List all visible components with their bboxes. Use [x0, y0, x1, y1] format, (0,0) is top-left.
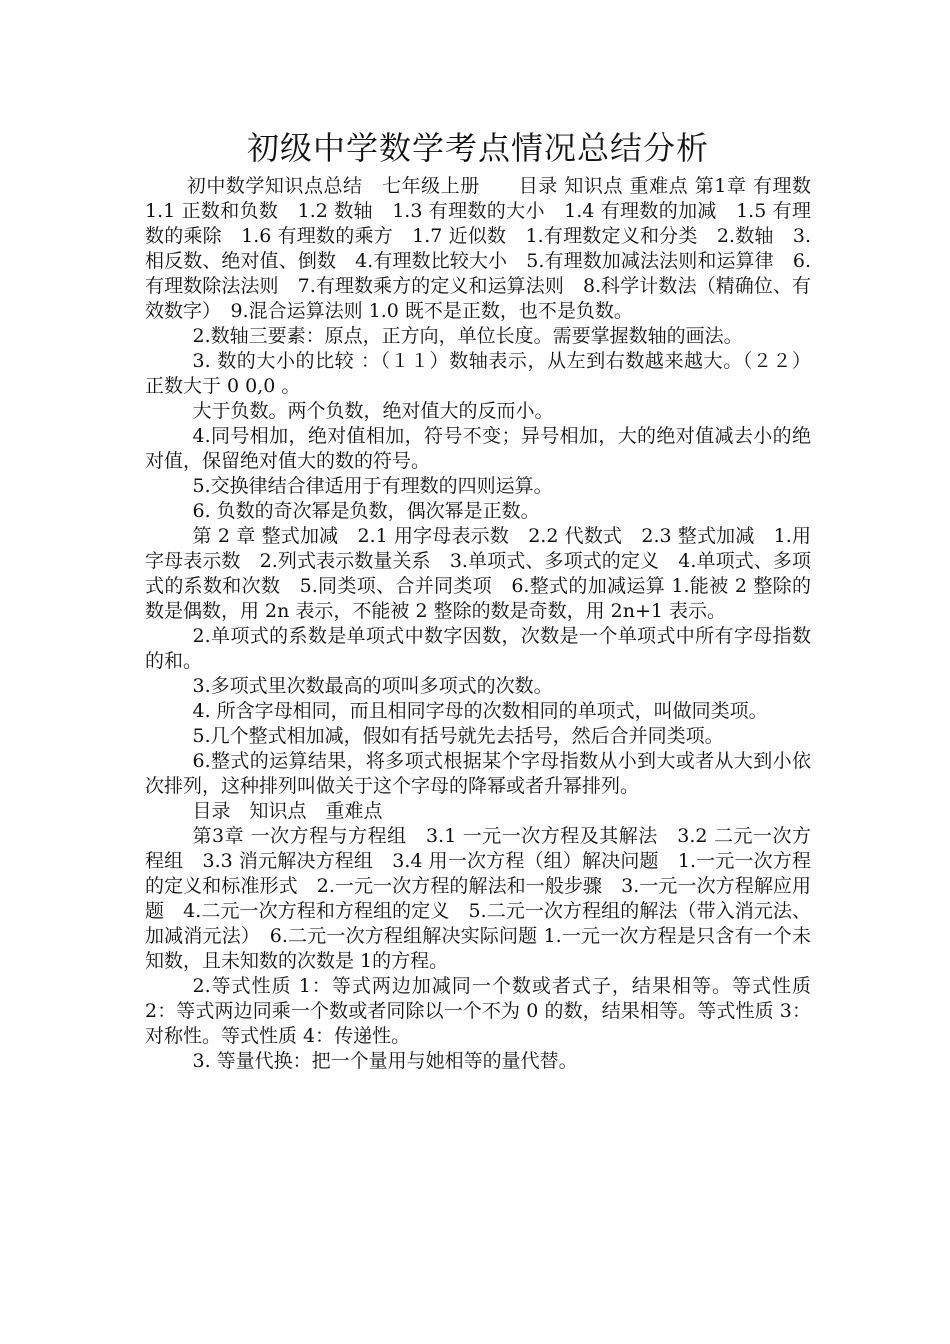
paragraph: 3. 等量代换：把一个量用与她相等的量代替。 — [192, 1050, 578, 1072]
paragraph: 目录 知识点 重难点 — [192, 800, 383, 822]
paragraph: 6.整式的运算结果，将多项式根据某个字母指数从小到大或者从大到小依次排列，这种排列叫做关于这个字母的降幂或者升幂排列。 — [145, 750, 811, 797]
paragraph: 2.单项式的系数是单项式中数字因数，次数是一个单项式中所有字母指数的和。 — [145, 625, 811, 672]
paragraph: 6. 负数的奇次幂是负数，偶次幂是正数。 — [192, 500, 540, 522]
paragraph: 大于负数。两个负数，绝对值大的反而小。 — [192, 400, 554, 422]
document-title: 初级中学数学考点情况总结分析 — [246, 129, 709, 167]
paragraph: 3. 数的大小的比较 ：（１１）数轴表示，从左到右数越来越大。（２２）正数大于 0 0,0 。 — [145, 350, 811, 397]
paragraph: 5.几个整式相加减，假如有括号就先去括号，然后合并同类项。 — [192, 725, 724, 747]
paragraph: 初中数学知识点总结 七年级上册 目录 知识点 重难点 第1章 有理数 1.1 正数和负数 1.2 数轴 1.3 有理数的大小 1.4 有理数的加减 1.5 有理数的乘除 1.6 有理数的乘方 1.7 近似数 1.有理数定义和分类 2.数轴 3.相反数、绝对值、倒数 4.有理数比较大小 5.有理数加减法法则和运算律 6.有理数除法法则 7.有理数乘方的定义和运算法则 8.科学计数法（精确位、有效数字） 9.混合运算法则 1.0 既不是正数，也不是负数。 — [145, 175, 831, 322]
paragraph: 3.多项式里次数最高的项叫多项式的次数。 — [192, 675, 553, 697]
paragraph: 5.交换律结合律适用于有理数的四则运算。 — [192, 475, 553, 497]
paragraph: 2.数轴三要素：原点，正方向，单位长度。需要掌握数轴的画法。 — [192, 325, 743, 347]
paragraph: 第3章 一次方程与方程组 3.1 一元一次方程及其解法 3.2 二元一次方程组 3.3 消元解决方程组 3.4 用一次方程（组）解决问题 1.一元一次方程的定义和标准形式 2.一元一次方程的解法和一般步骤 3.一元一次方程解应用题 4.二元一次方程和方程组的定义 5.二元一次方程组的解法（带入消元法、加减消元法） 6.二元一次方程组解决实际问题 1.一元一次方程是只含有一个未知数，且未知数的次数是 1的方程。 — [145, 825, 811, 972]
document-page — [145, 128, 831, 1074]
paragraph: 第 2 章 整式加减 2.1 用字母表示数 2.2 代数式 2.3 整式加减 1.用字母表示数 2.列式表示数量关系 3.单项式、多项式的定义 4.单项式、多项式的系数和次数 5.同类项、合并同类项 6.整式的加减运算 1.能被 2 整除的数是偶数，用 2n 表示，不能被 2 整除的数是奇数，用 2n+1 表示。 — [145, 525, 811, 622]
paragraph: 4.同号相加，绝对值相加，符号不变；异号相加，大的绝对值减去小的绝对值，保留绝对值大的数的符号。 — [145, 425, 811, 472]
paragraph: 4. 所含字母相同，而且相同字母的次数相同的单项式，叫做同类项。 — [192, 700, 768, 722]
paragraph: 2.等式性质 1：等式两边加减同一个数或者式子，结果相等。等式性质 2：等式两边同乘一个数或者同除以一个不为 0 的数，结果相等。等式性质 3：对称性。等式性质 4：传递性。 — [145, 975, 811, 1047]
